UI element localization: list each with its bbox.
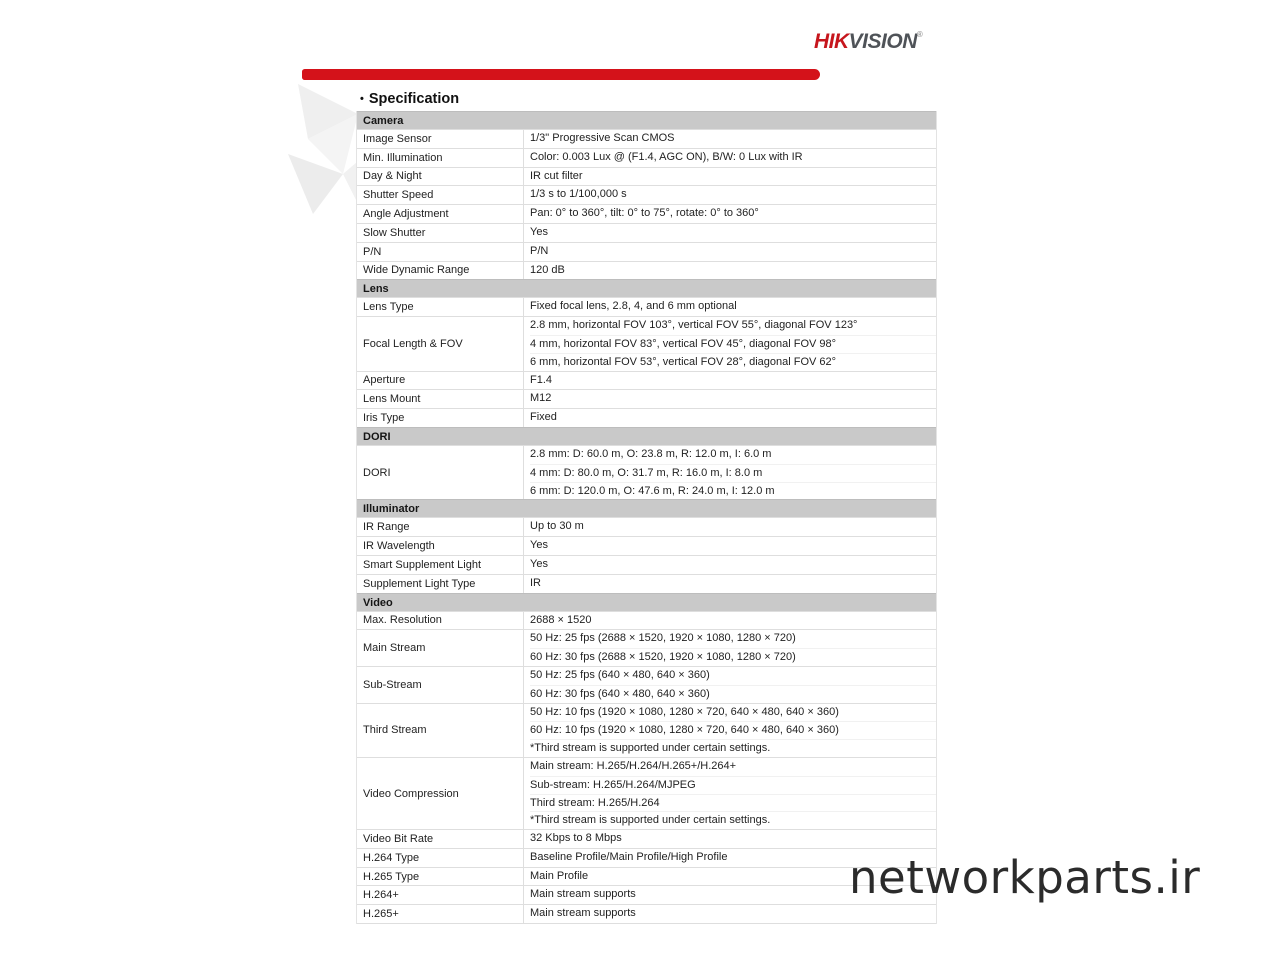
spec-row (357, 536, 936, 555)
spec-row (357, 167, 936, 186)
spec-row (357, 408, 936, 427)
spec-label: Lens Mount (357, 390, 524, 408)
spec-row (357, 629, 936, 666)
spec-row (357, 129, 936, 148)
spec-value (524, 243, 936, 261)
spec-value (524, 612, 936, 630)
spec-row (357, 261, 936, 280)
spec-value-line: 1/3" Progressive Scan CMOS (530, 132, 675, 144)
spec-value (524, 758, 936, 829)
heading-title: Specification (368, 91, 460, 107)
spec-value (524, 630, 936, 666)
spec-row (357, 555, 936, 574)
spec-value-line: Main stream supports (530, 907, 636, 920)
spec-value-line: Baseline Profile/Main Profile/High Profile (530, 850, 728, 863)
spec-label: Video Bit Rate (357, 830, 524, 848)
spec-label: Supplement Light Type (357, 575, 524, 593)
spec-row (357, 517, 936, 536)
spec-row (357, 445, 936, 499)
red-divider-bar (302, 69, 820, 80)
spec-label: H.264 Type (357, 849, 524, 867)
spec-value (524, 537, 936, 555)
spec-value (524, 205, 936, 223)
spec-label: H.265+ (357, 905, 524, 923)
spec-value-line: Color: 0.003 Lux @ (F1.4, AGC ON), B/W: 0 Lux with IR (530, 150, 803, 163)
spec-label: Angle Adjustment (357, 205, 524, 223)
spec-value (524, 830, 936, 848)
logo-hik-text: HIK (814, 30, 849, 53)
spec-value-line: 32 Kbps to 8 Mbps (530, 832, 622, 845)
spec-value-line: Fixed (530, 411, 557, 424)
spec-value-line: 2688 × 1520 (530, 613, 592, 626)
spec-value-line: Main stream supports (530, 888, 636, 901)
spec-value-line: 120 dB (530, 263, 565, 276)
spec-row (357, 611, 936, 630)
spec-value (524, 390, 936, 408)
spec-row (357, 148, 936, 167)
section-header: Illuminator (357, 499, 936, 517)
spec-value-line: F1.4 (530, 373, 553, 386)
spec-value-line: Yes (530, 225, 548, 238)
spec-row (357, 757, 936, 829)
spec-row (357, 389, 936, 408)
spec-value-line: P/N (530, 244, 549, 257)
spec-label: IR Range (357, 518, 524, 536)
spec-value (524, 262, 936, 280)
spec-value (524, 168, 936, 186)
spec-value-line: Yes (530, 557, 548, 570)
spec-value (524, 372, 936, 390)
spec-row (357, 204, 936, 223)
spec-value-line: 1/3 s to 1/100,000 s (530, 188, 627, 201)
spec-row (357, 666, 936, 703)
spec-value (524, 667, 936, 703)
spec-value-line: Sub-stream: H.265/H.264/MJPEG (530, 776, 936, 794)
spec-label: Wide Dynamic Range (357, 262, 524, 280)
spec-value-line: 6 mm: D: 120.0 m, O: 47.6 m, R: 24.0 m, I: 12.0 m (530, 482, 936, 500)
spec-row (357, 829, 936, 848)
spec-value (524, 556, 936, 574)
spec-value-line: 60 Hz: 30 fps (640 × 480, 640 × 360) (530, 685, 936, 703)
spec-label: Main Stream (357, 630, 524, 666)
spec-label: Slow Shutter (357, 224, 524, 242)
spec-value-line: 50 Hz: 25 fps (640 × 480, 640 × 360) (530, 668, 710, 681)
spec-value-line: Pan: 0° to 360°, tilt: 0° to 75°, rotate: 0° to 360° (530, 207, 759, 220)
spec-label: Video Compression (357, 758, 524, 829)
spec-value-line: 60 Hz: 30 fps (2688 × 1520, 1920 × 1080, 1280 × 720) (530, 648, 936, 666)
spec-label: IR Wavelength (357, 537, 524, 555)
spec-value-line: Main Profile (530, 869, 589, 882)
registered-mark: ® (916, 30, 923, 39)
logo-vision-text: VISION (848, 30, 917, 53)
spec-value (524, 130, 936, 148)
spec-label: Sub-Stream (357, 667, 524, 703)
spec-value-line: M12 (530, 392, 552, 405)
spec-value-line: Up to 30 m (530, 520, 584, 533)
spec-label: Lens Type (357, 298, 524, 316)
spec-value (524, 446, 936, 499)
spec-value (524, 409, 936, 427)
heading-bullet: • (360, 93, 364, 105)
spec-value (524, 149, 936, 167)
spec-value-line: Main stream: H.265/H.264/H.265+/H.264+ (530, 759, 737, 772)
spec-row (357, 574, 936, 593)
spec-label: Day & Night (357, 168, 524, 186)
spec-value-line: IR cut filter (530, 169, 583, 182)
spec-row (357, 185, 936, 204)
site-watermark-text: networkparts.ir (849, 851, 1201, 904)
spec-label: Max. Resolution (357, 612, 524, 630)
spec-label: Focal Length & FOV (357, 317, 524, 370)
section-header: Lens (357, 279, 936, 297)
spec-label: Smart Supplement Light (357, 556, 524, 574)
spec-row (357, 371, 936, 390)
spec-value-line: 2.8 mm, horizontal FOV 103°, vertical FOV 55°, diagonal FOV 123° (530, 319, 858, 332)
spec-row (357, 904, 936, 924)
specification-heading (360, 91, 459, 107)
spec-label: Iris Type (357, 409, 524, 427)
spec-value (524, 518, 936, 536)
spec-value-line: *Third stream is supported under certain settings. (530, 739, 936, 757)
section-header: Video (357, 593, 936, 611)
spec-label: DORI (357, 446, 524, 499)
spec-label: Min. Illumination (357, 149, 524, 167)
spec-table (356, 111, 937, 924)
spec-value (524, 317, 936, 370)
spec-value-line: Fixed focal lens, 2.8, 4, and 6 mm optional (530, 300, 737, 313)
spec-label: H.265 Type (357, 868, 524, 886)
spec-value-line: IR (530, 576, 541, 589)
spec-value-line: Yes (530, 539, 548, 552)
spec-label: Third Stream (357, 704, 524, 757)
spec-value (524, 905, 936, 923)
section-header: DORI (357, 427, 936, 445)
spec-row (357, 316, 936, 370)
spec-row (357, 297, 936, 316)
spec-value (524, 575, 936, 593)
spec-label: P/N (357, 243, 524, 261)
hikvision-logo (814, 30, 954, 54)
spec-value-line: 4 mm: D: 80.0 m, O: 31.7 m, R: 16.0 m, I: 8.0 m (530, 464, 936, 482)
spec-value-line: 50 Hz: 25 fps (2688 × 1520, 1920 × 1080, 1280 × 720) (530, 632, 796, 645)
spec-value (524, 704, 936, 757)
section-header: Camera (357, 111, 936, 129)
spec-label: Shutter Speed (357, 186, 524, 204)
spec-value-line: 2.8 mm: D: 60.0 m, O: 23.8 m, R: 12.0 m, I: 6.0 m (530, 447, 772, 460)
spec-label: Image Sensor (357, 130, 524, 148)
spec-value-line: 60 Hz: 10 fps (1920 × 1080, 1280 × 720, 640 × 480, 640 × 360) (530, 721, 936, 739)
spec-label: Aperture (357, 372, 524, 390)
spec-value-line: 4 mm, horizontal FOV 83°, vertical FOV 45°, diagonal FOV 98° (530, 335, 936, 353)
spec-row (357, 703, 936, 757)
spec-value (524, 224, 936, 242)
spec-value (524, 298, 936, 316)
spec-row (357, 242, 936, 261)
spec-value-line: Third stream: H.265/H.264 (530, 794, 936, 812)
spec-label: H.264+ (357, 886, 524, 904)
spec-value-line: 50 Hz: 10 fps (1920 × 1080, 1280 × 720, 640 × 480, 640 × 360) (530, 705, 839, 718)
spec-value-line: *Third stream is supported under certain settings. (530, 811, 936, 829)
spec-row (357, 223, 936, 242)
spec-value (524, 186, 936, 204)
spec-value-line: 6 mm, horizontal FOV 53°, vertical FOV 28°, diagonal FOV 62° (530, 353, 936, 371)
